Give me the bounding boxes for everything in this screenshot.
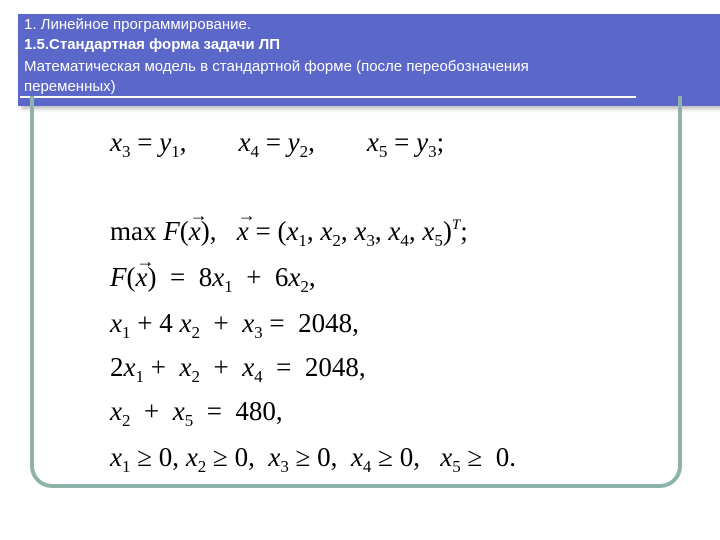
eq-constraint-2: $2x_1 + x_2 + x_4 = 2048$,	[110, 352, 366, 386]
slide-header	[18, 14, 720, 106]
eq-substitution: $x_3 = y_1$, $x_4 = y_2$, $x_5 = y_3$;	[110, 127, 445, 161]
header-description-cont: переменных)	[24, 78, 116, 95]
eq-nonnegativity: $x_1 \ge 0$, $x_2 \ge 0$, $x_3 \ge 0$, $x_4 \ge 0$, $x_5 \ge 0$.	[110, 442, 517, 476]
header-description: Математическая модель в стандартной форме (после переобозначения	[24, 58, 529, 75]
header-section: 1.5.Стандартная форма задачи ЛП	[24, 36, 281, 53]
eq-objective-vector: max F(→ x), → $x = (x_1$, $x_2$, $x_3$, $x_4$, $x_5)^T$;	[110, 214, 468, 248]
header-topic: 1. Линейное программирование.	[24, 16, 252, 33]
eq-objective-function: $F(\to x) = 8x_1 + 6x_2$,	[110, 260, 316, 294]
eq-constraint-3: $x_2 + x_5 = 480$,	[110, 396, 283, 430]
eq-constraint-1: $x_1 + 4$ $x_2 + x_3 = 2048$,	[110, 308, 359, 342]
